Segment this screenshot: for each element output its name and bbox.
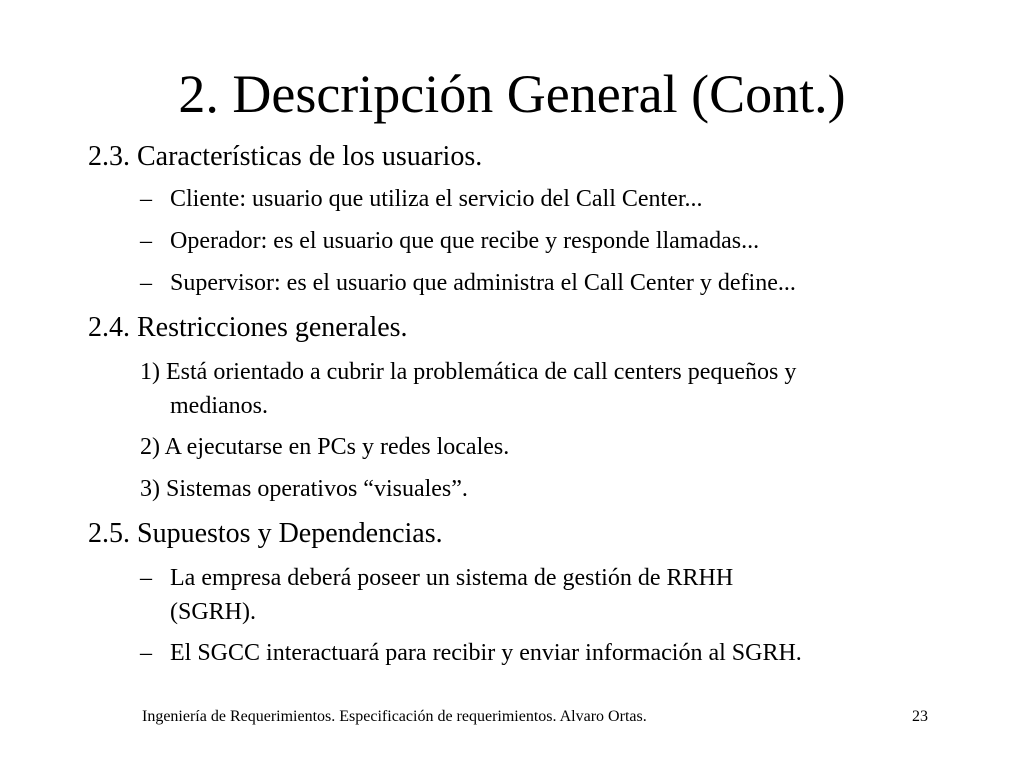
- bullet-dash: –: [140, 565, 152, 591]
- list-item-continuation: medianos.: [170, 393, 268, 419]
- list-item: La empresa deberá poseer un sistema de gestión de RRHH: [170, 565, 734, 591]
- page-number: 23: [912, 708, 928, 725]
- section-heading: 2.3. Características de los usuarios.: [88, 141, 483, 172]
- footer-text: Ingeniería de Requerimientos. Especificación de requerimientos. Alvaro Ortas.: [142, 708, 647, 725]
- list-item: 2) A ejecutarse en PCs y redes locales.: [140, 434, 510, 460]
- list-item: Supervisor: es el usuario que administra el Call Center y define...: [170, 270, 796, 296]
- list-item-continuation: (SGRH).: [170, 599, 257, 625]
- bullet-dash: –: [140, 228, 152, 254]
- bullet-dash: –: [140, 640, 152, 666]
- bullet-dash: –: [140, 186, 152, 212]
- list-item: Operador: es el usuario que que recibe y responde llamadas...: [170, 228, 760, 254]
- section-heading: 2.5. Supuestos y Dependencias.: [88, 518, 443, 549]
- list-item: 1) Está orientado a cubrir la problemática de call centers pequeños y: [140, 359, 797, 385]
- list-item: Cliente: usuario que utiliza el servicio del Call Center...: [170, 186, 703, 212]
- bullet-dash: –: [140, 270, 152, 296]
- slide-title: 2. Descripción General (Cont.): [178, 64, 846, 124]
- section-heading: 2.4. Restricciones generales.: [88, 312, 408, 343]
- list-item: El SGCC interactuará para recibir y enviar información al SGRH.: [170, 640, 802, 666]
- list-item: 3) Sistemas operativos “visuales”.: [140, 476, 468, 502]
